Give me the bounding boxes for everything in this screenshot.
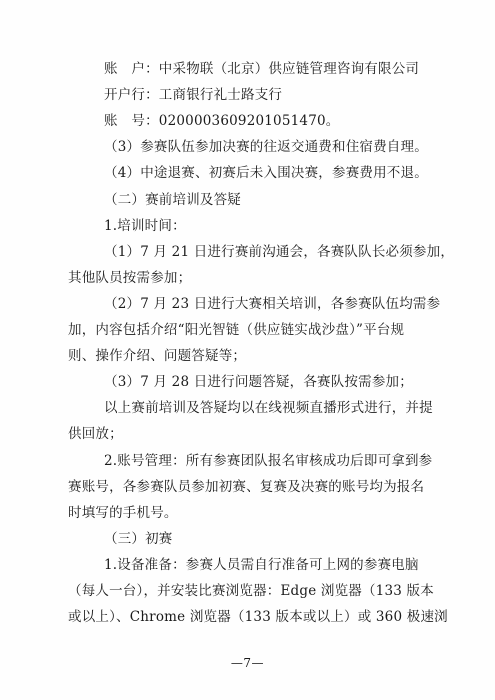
bank-line: 开户行：工商银行礼士路支行: [104, 87, 283, 103]
text-line: 时填写的手机号。: [68, 505, 178, 521]
text-line: 供回放；: [68, 426, 123, 442]
text-line: 以上赛前培训及答疑均以在线视频直播形式进行，并提: [104, 400, 433, 416]
subheading: 1.设备准备：参赛人员需自行准备可上网的参赛电脑: [104, 557, 419, 573]
section-heading: （三）初赛: [104, 531, 173, 547]
text-line: （4）中途退赛、初赛后未入围决赛，参赛费用不退。: [104, 165, 428, 181]
text-line: （每人一台），并安装比赛浏览器：Edge 浏览器（133 版本: [68, 583, 434, 599]
text-line: 其他队员按需参加；: [68, 270, 192, 286]
text-line: （3）7 月 28 日进行问题答疑，各赛队按需参加；: [104, 374, 413, 390]
text-line: （3）参赛队伍参加决赛的往返交通费和住宿费自理。: [104, 139, 428, 155]
account-name-line: 账 户：中采物联（北京）供应链管理咨询有限公司: [104, 61, 420, 77]
text-line: 则、操作介绍、问题答疑等；: [68, 348, 247, 364]
text-line: （2）7 月 23 日进行大赛相关培训，各参赛队伍均需参: [104, 296, 441, 312]
text-line: 或以上）、Chrome 浏览器（133 版本或以上）或 360 极速浏: [68, 609, 448, 625]
subheading: 2.账号管理：所有参赛团队报名审核成功后即可拿到参: [104, 453, 433, 469]
page-number: —7—: [230, 656, 265, 670]
subheading: 1.培训时间：: [104, 218, 186, 234]
text-line: 加，内容包括介绍“阳光智链（供应链实战沙盘）”平台规: [68, 322, 405, 338]
section-heading: （二）赛前培训及答疑: [104, 192, 241, 208]
account-number-line: 账 号：0200003609201051470。: [104, 113, 340, 129]
text-line: 赛账号，各参赛队员参加初赛、复赛及决赛的账号均为报名: [68, 479, 425, 495]
text-line: （1）7 月 21 日进行赛前沟通会，各赛队队长必须参加，: [104, 244, 455, 260]
